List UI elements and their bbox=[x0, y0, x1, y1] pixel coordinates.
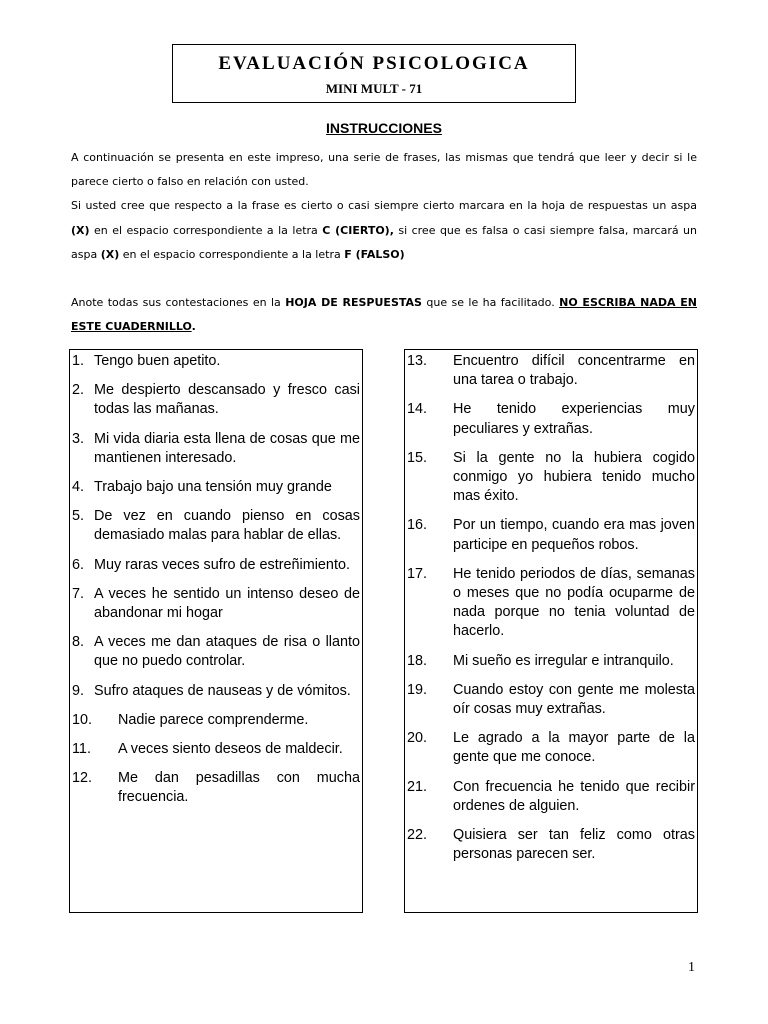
question-number: 22. bbox=[407, 827, 428, 844]
question-number: 18. bbox=[407, 652, 428, 669]
page-number: 1 bbox=[688, 960, 695, 975]
question-number: 13. bbox=[407, 353, 428, 369]
question-text: Si la gente no la hubiera cogido conmigo yo hubiera tenido mucho mas éxito. bbox=[453, 449, 695, 505]
question-text: A veces siento deseos de maldecir. bbox=[118, 741, 343, 758]
question-item bbox=[407, 400, 695, 438]
question-item bbox=[72, 478, 360, 497]
question-text: Trabajo bajo una tensión muy grande bbox=[94, 479, 332, 496]
question-number: 19. bbox=[407, 681, 428, 698]
question-number: 2. bbox=[72, 382, 85, 399]
question-item bbox=[72, 430, 360, 468]
instructions-body bbox=[71, 146, 697, 339]
question-text: Me despierto descansado y fresco casi todas las mañanas. bbox=[94, 382, 360, 418]
question-item bbox=[407, 778, 695, 816]
document-title: EVALUACIÓN PSICOLOGICA bbox=[218, 53, 530, 74]
question-item bbox=[407, 352, 695, 390]
question-number: 9. bbox=[72, 682, 85, 699]
question-item bbox=[72, 740, 360, 759]
question-item bbox=[72, 711, 360, 730]
question-item bbox=[407, 516, 695, 554]
question-text: He tenido periodos de días, semanas o meses que no podía ocuparme de nada porque no tenia voluntad de hacerlo. bbox=[453, 565, 695, 640]
question-text: Por un tiempo, cuando era mas joven participe en pequeños robos. bbox=[453, 517, 695, 553]
question-number: 5. bbox=[72, 508, 85, 525]
question-text: Nadie parece comprenderme. bbox=[118, 711, 309, 728]
question-number: 1. bbox=[72, 353, 85, 369]
question-number: 14. bbox=[407, 401, 428, 418]
question-text: Cuando estoy con gente me molesta oír cosas muy extrañas. bbox=[453, 681, 695, 718]
question-item bbox=[407, 729, 695, 767]
question-number: 4. bbox=[72, 479, 85, 496]
instructions-paragraph-3: Anote todas sus contestaciones en la HOJA DE RESPUESTAS que se le ha facilitado. NO ESCRIBA NADA EN ESTE CUADERNILLO. bbox=[71, 296, 697, 334]
question-text: Sufro ataques de nauseas y de vómitos. bbox=[94, 682, 351, 699]
questions-column-left bbox=[69, 349, 363, 913]
question-item bbox=[72, 769, 360, 807]
question-number: 16. bbox=[407, 517, 428, 534]
question-item bbox=[407, 826, 695, 864]
question-number: 21. bbox=[407, 778, 428, 795]
question-item bbox=[72, 352, 360, 371]
question-item bbox=[72, 633, 360, 671]
question-number: 11. bbox=[72, 741, 91, 758]
instructions-paragraph-1: A continuación se presenta en este impreso, una serie de frases, las mismas que tendrá que leer y decir si le parece cierto o falso en relación con usted. bbox=[71, 151, 697, 189]
question-number: 8. bbox=[72, 634, 85, 651]
question-item bbox=[72, 585, 360, 623]
question-item bbox=[72, 381, 360, 419]
question-text: Quisiera ser tan feliz como otras personas parecen ser. bbox=[453, 827, 695, 863]
question-item bbox=[407, 681, 695, 719]
question-item bbox=[407, 449, 695, 507]
question-number: 3. bbox=[72, 430, 85, 447]
question-number: 6. bbox=[72, 556, 85, 573]
question-number: 15. bbox=[407, 449, 428, 466]
question-text: He tenido experiencias muy peculiares y extrañas. bbox=[453, 401, 695, 437]
question-text: Me dan pesadillas con mucha frecuencia. bbox=[118, 770, 360, 806]
question-text: Mi vida diaria esta llena de cosas que me mantienen interesado. bbox=[94, 430, 360, 466]
question-text: De vez en cuando pienso en cosas demasiado malas para hablar de ellas. bbox=[94, 508, 360, 544]
instructions-paragraph-2: Si usted cree que respecto a la frase es cierto o casi siempre cierto marcara en la hoja de respuestas un aspa (X) en el espacio correspondiente a la letra C (CIERTO), si cree que es falsa o casi siempre falsa, marcará un aspa (X) en el espacio correspondiente a la letra F (FALSO) bbox=[71, 199, 697, 261]
title-box bbox=[172, 44, 576, 103]
question-text: A veces he sentido un intenso deseo de abandonar mi hogar bbox=[94, 585, 360, 622]
question-text: Con frecuencia he tenido que recibir ordenes de alguien. bbox=[453, 778, 695, 814]
question-item bbox=[407, 565, 695, 642]
instructions-heading: INSTRUCCIONES bbox=[326, 120, 442, 136]
question-number: 20. bbox=[407, 730, 428, 747]
question-text: Tengo buen apetito. bbox=[94, 353, 221, 369]
question-number: 7. bbox=[72, 585, 85, 602]
question-text: Le agrado a la mayor parte de la gente que me conoce. bbox=[453, 730, 695, 766]
document-subtitle: MINI MULT - 71 bbox=[325, 81, 423, 96]
question-text: Mi sueño es irregular e intranquilo. bbox=[453, 652, 674, 669]
question-number: 10. bbox=[72, 711, 93, 728]
question-number: 17. bbox=[407, 565, 428, 582]
question-item bbox=[72, 507, 360, 545]
question-item bbox=[72, 556, 360, 575]
questions-column-right bbox=[404, 349, 698, 913]
question-text: Encuentro difícil concentrarme en una tarea o trabajo. bbox=[453, 353, 695, 389]
question-text: Muy raras veces sufro de estreñimiento. bbox=[94, 556, 350, 573]
question-item bbox=[72, 682, 360, 701]
question-number: 12. bbox=[72, 770, 93, 787]
question-text: A veces me dan ataques de risa o llanto que no puedo controlar. bbox=[94, 634, 360, 670]
question-item bbox=[407, 652, 695, 671]
